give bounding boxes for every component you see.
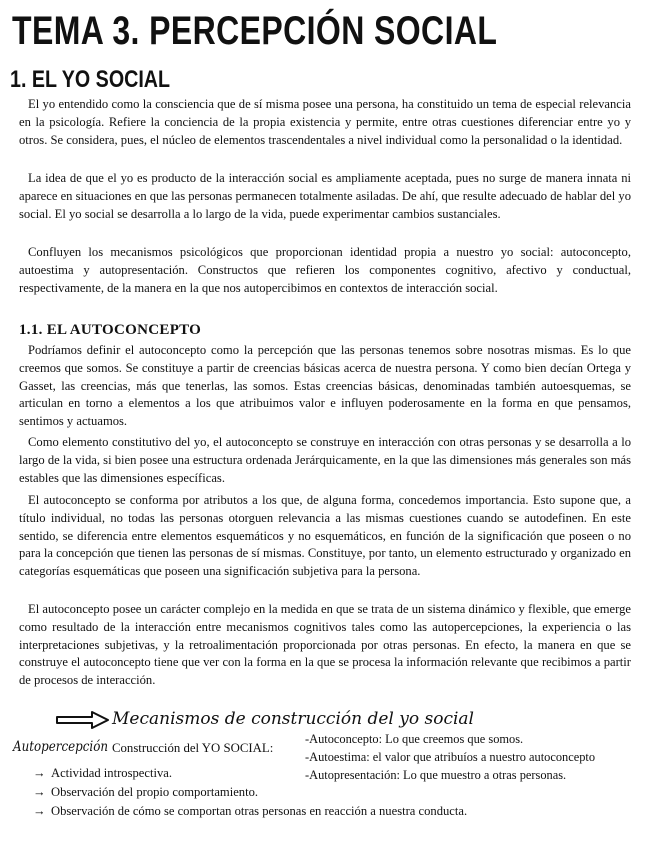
section-heading-el-yo-social: 1. EL YO SOCIAL xyxy=(10,66,171,93)
definition-autoestima: -Autoestima: el valor que atribuíos a nuestro autoconcepto xyxy=(305,750,596,764)
paragraph: El autoconcepto se conforma por atributos a los que, de alguna forma, concedemos importancia. Esto supone que, a título individual, no todas las personas otorguen relevancia a las mismas cuestiones cuando se autodefinen. En este sentido, se diferencia entre elementos esquemáticos y no esquemáticos, en función de la significación que poseen o no para la concepción que tienen las personas de sí mismas. Constituye, por tanto, un elemento estructurado y organizado en categorías esquemáticas que poseen una significación subjetiva para la persona. xyxy=(19,493,631,579)
mechanisms-title: Mecanismos de construcción del yo social xyxy=(112,709,474,729)
arrow-icon: → xyxy=(33,804,46,818)
list-item: → Observación de cómo se comportan otras personas en reacción a nuestra conducta. xyxy=(33,802,467,821)
paragraph: Confluyen los mecanismos psicológicos que proporcionan identidad propia a nuestro yo social: autoconcepto, autoestima y autopresentación. Constructos que refieren los componentes cognitivo, afectivo y conductual, respectivamente, de la manera en la que nos autopercibimos en contextos de interacción social. xyxy=(19,245,631,295)
list-item: → Observación del propio comportamiento. xyxy=(33,783,467,802)
paragraph: El autoconcepto posee un carácter complejo en la medida en que se trata de un sistema dinámico y flexible, que emerge como resultado de la interacción entre mecanismos cognitivos tales como las autopercepciones, la experiencia o las interpretaciones subjetivas, y la retroalimentación proporcionada por otras personas. En efecto, la manera en que se construye el autoconcepto tiene que ver con la forma en la que se procesa la información relevante que recibimos a partir de procesos de interacción. xyxy=(19,602,631,688)
page-title: TEMA 3. PERCEPCIÓN SOCIAL xyxy=(12,9,498,53)
arrow-icon: → xyxy=(33,766,46,780)
autopercepcion-label: Autopercepción xyxy=(13,739,109,755)
definition-autopresentacion: -Autopresentación: Lo que muestro a otras personas. xyxy=(305,768,567,782)
definition-autoconcepto: -Autoconcepto: Lo que creemos que somos. xyxy=(305,732,524,746)
identity-construction-label: Construcción del YO SOCIAL: xyxy=(112,741,274,755)
paragraph: El yo entendido como la consciencia que de sí misma posee una persona, ha constituido un tema de especial relevancia en la psicología. Refiere la conciencia de la propia existencia y permite, entre otras cuestiones diferenciar entre yo y otros. Se considera, pues, el núcleo de elementos trascendentales a nivel individual como la personalidad o la identidad. xyxy=(19,97,631,147)
arrow-icon: → xyxy=(33,785,46,799)
activities-list xyxy=(33,764,467,821)
paragraph: Como elemento constitutivo del yo, el autoconcepto se construye en interacción con otras personas y se desarrolla a lo largo de la vida, si bien posee una estructura ordenada Jerárquicamente, en la que las dimensiones más generales son más estables que las dimensiones específicas. xyxy=(19,435,631,485)
list-item: → Actividad introspectiva. xyxy=(33,764,467,783)
section-heading-autoconcepto: 1.1. EL AUTOCONCEPTO xyxy=(19,322,202,338)
hand-drawn-arrow-icon xyxy=(56,710,110,730)
paragraph: La idea de que el yo es producto de la interacción social es ampliamente aceptada, pues no surge de manera innata ni aparece en situaciones en que las personas permanecen totalmente asiladas. De ahí, que resulte adecuado de hablar del yo social. El yo social se desarrolla a lo largo de la vida, puede experimentar cambios sustanciales. xyxy=(19,171,631,221)
paragraph: Podríamos definir el autoconcepto como la percepción que las personas tenemos sobre nosotras mismas. Es lo que creemos que somos. Se constituye a partir de creencias básicas acerca de nuestra persona. Y como bien decían Ortega y Gasset, las creencias, más que tenerlas, las somos. Estas creencias básicas, denominadas también autoesquemas, se articulan en torno a elementos a los que atribuimos valor e influyen poderosamente en la forma en que pensamos, sentimos y actuamos. xyxy=(19,343,631,429)
